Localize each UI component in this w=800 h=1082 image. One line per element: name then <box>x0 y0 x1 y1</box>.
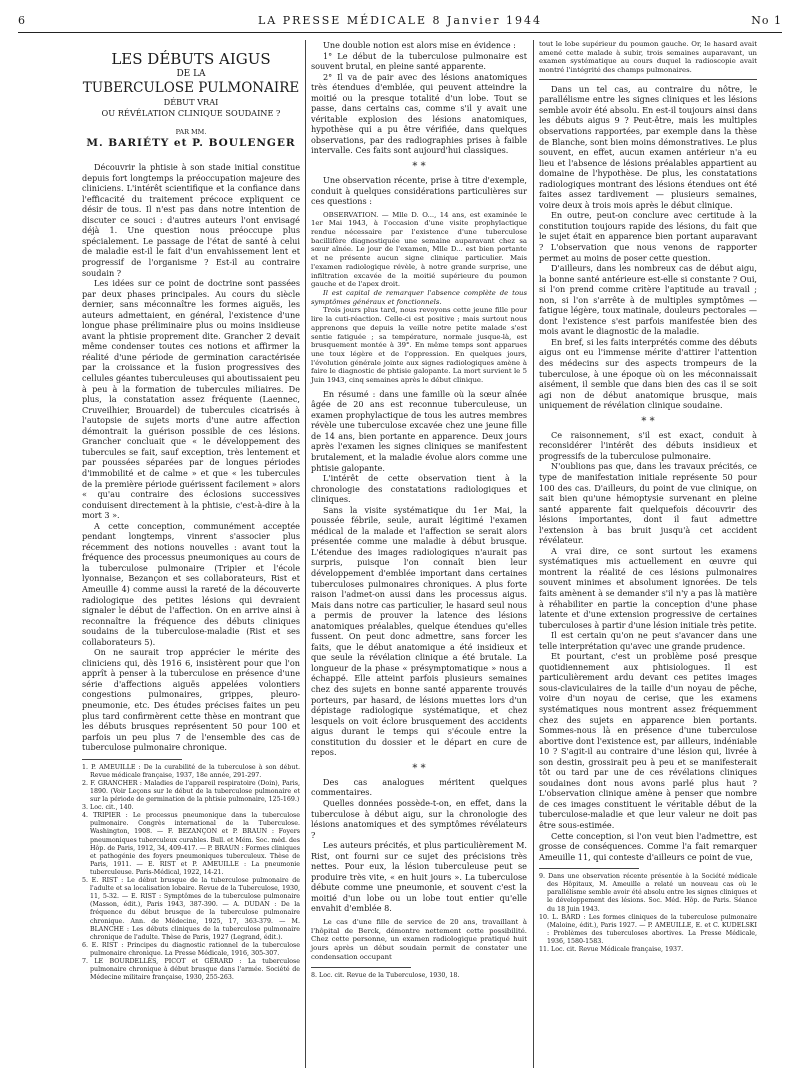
running-header <box>18 14 782 30</box>
paragraph: En bref, si les faits interprétés comme des débuts aigus ont eu l'immense mérite d'attirer l'attention des médecins sur des aspects trompeurs de la tuberculose, à une époque où on les méconnaissait aisément, il semble que dans bien des cas il se soit agi non de début anatomique brusque, mais uniquement de révélation clinique soudaine. <box>539 336 757 411</box>
authors: M. BARIÉTY et P. BOULENGER <box>86 136 296 149</box>
paragraph: Quelles données possède-t-on, en effet, dans la tuberculose à début aigu, sur la chronologie des lésions anatomiques et des symptômes révélateurs ? <box>311 797 527 840</box>
footnote: 7. LE BOURDELLÈS, PICOT et GÉRARD : La tuberculose pulmonaire chronique à début brusque dans l'armée. Société de Médecine militaire française, 1930, 255-263. <box>82 957 300 982</box>
footnote: 10. L. BARD : Les formes cliniques de la tuberculose pulmonaire (Maloine, édit.), Paris 1927. — P. AMEUILLE, E. et C. KUDELSKI : Problèmes des tuberculoses abortives. La Presse Médicale, 1936, 1580-1583. <box>539 913 757 945</box>
observation-text: OBSERVATION. — Mlle D. O..., 14 ans, est examinée le 1er Mai 1943, à l'occasion d'une visite prophylactique rendue nécessaire par l'existence d'une tuberculose bacillifère diagnostiquée une semaine auparavant chez sa sœur aînée. Le jour de l'examen, Mlle D... est bien portante et ne présente aucun signe clinique particulier. Mais l'examen radiologique révèle, à notre grande surprise, une infiltration excavée de la moitié supérieure du poumon gauche et de l'apex droit. <box>311 210 527 289</box>
section-separator: * * <box>412 161 426 173</box>
footnote: 2. F. GRANCHER : Maladies de l'appareil respiratoire (Doin), Paris, 1890. (Voir Leçons sur le début de la tuberculose pulmonaire et sur la période de germination de la phtisie pulmonaire, 125-169.) <box>82 779 300 804</box>
page-number: 6 <box>18 14 27 27</box>
paragraph: Cette conception, si l'on veut bien l'admettre, est grosse de conséquences. Comme l'a fait remarquer Ameuille 11, qui conteste d'ailleurs ce point de vue, <box>539 830 757 862</box>
column-3 <box>539 40 757 954</box>
paragraph: Ce raisonnement, s'il est exact, conduit à reconsidérer l'intérêt des débuts insidieux et progressifs de la tuberculose pulmonaire. <box>539 429 757 461</box>
observation-text: Trois jours plus tard, nous revoyons cette jeune fille pour lire la cuti-réaction. Celle-ci est positive ; mais surtout nous apprenons que depuis la veille notre petite malade s'est sentie fatiguée ; sa température, normale jusque-là, est brusquement montée à 39°. En même temps sont apparues une toux légère et de l'oppression. En quelques jours, l'évolution générale jointe aux signes radiologiques amène à faire le diagnostic de phtisie galopante. La mort survient le 5 Juin 1943, cinq semaines après le début clinique. <box>311 306 527 385</box>
paragraph: Les idées sur ce point de doctrine sont passées par deux phases principales. Au cours du siècle dernier, sans méconnaître les formes aiguës, les auteurs admettaient, en général, l'existence d'une longue phase préliminaire plus ou moins insidieuse avant la phtisie proprement dite. Grancher 2 devait même condenser toutes ces notions et affirmer la réalité d'une période de germination caractérisée par la croissance et la fusion progressives des cellules géantes tuberculeuses qui aboutissaient peu à peu à la formation de tubercules miliaires. De plus, la constatation assez fréquente (Laennec, Cruveilhier, Brouardel) de tubercules cicatrisés à l'autopsie de sujets morts d'une autre affection démontrait la guérison possible de ces lésions. Grancher concluait que « le développement des tubercules se fait, sauf exception, très lentement et par poussées séparées par de longues périodes d'immobilité et de calme » et que « les tubercules de la première période guérissent facilement » alors « qu'au contraire des éclosions successives conduisent directement à la phtisie, c'est-à-dire à la mort 3 ». <box>82 278 300 521</box>
footnote: 5. E. RIST : Le début brusque de la tuberculose pulmonaire de l'adulte et sa localisation lobaire. Revue de la Tuberculose, 1930, 11, 5-32. — E. RIST : Symptômes de la tuberculose pulmonaire (Masson, édit.), Paris 1943, 387-390. — A. DUDAN : De la fréquence du début brusque de la tuberculose pulmonaire chronique. Ann. de Médecine, 1925, 17, 363-379. — M. BLANCHE : Les débuts cliniques de la tuberculose pulmonaire chronique de l'adulte. Thèse de Paris, 1927 (Legrand, édit.). <box>82 877 300 941</box>
paragraph: En outre, peut-on conclure avec certitude à la constitution toujours rapide des lésions, du fait que le sujet était en apparence bien portant auparavant ? L'observation que nous venons de rapporter permet au moins de poser cette question. <box>539 210 757 263</box>
paragraph: 2° Il va de pair avec des lésions anatomiques très étendues d'emblée, qui peuvent atteindre la moitié ou la presque totalité d'un lobe. Tout se passe, dans certains cas, comme s'il y avait une véritable explosion des lésions anatomiques, hypothèse qui a pu être vérifiée, dans quelques observations, par des radiographies prises à faible intervalle. Ces faits sont aujourd'hui classiques. <box>311 71 527 156</box>
journal-title: LA PRESSE MÉDICALE 8 Janvier 1944 <box>257 14 543 27</box>
paragraph: A cette conception, communément acceptée pendant longtemps, vinrent s'associer plus récemment des notions nouvelles : avant tout la fréquence des processus pneumoniques au cours de la tuberculose pulmonaire (Tripier et l'école lyonnaise, Bezançon et ses collaborateurs, Rist et Ameuille 4) comme aussi la rareté de la découverte radiologique des petites lésions qui devraient signaler le début de l'affection. On en arrive ainsi à reconnaître la fréquence des débuts cliniques soudains de la tuberculose-maladie (Rist et ses collaborateurs 5). <box>82 520 300 647</box>
paragraph: Les auteurs précités, et plus particulièrement M. Rist, ont fourni sur ce sujet des précisions très nettes. Pour eux, la lésion tuberculeuse peut se produire très vite, « en huit jours ». La tuberculose débute comme une pneumonie, et souvent c'est la moitié d'un lobe ou un lobe tout entier qu'elle envahit d'emblée 8. <box>311 840 527 914</box>
footnote: 11. Loc. cit. Revue Médicale française, 1937. <box>539 946 684 954</box>
column-divider <box>533 40 534 1068</box>
section-separator: * * <box>412 762 426 774</box>
article-title-block <box>82 50 300 148</box>
title-line-2: DE LA <box>176 69 206 79</box>
column-divider <box>305 40 306 1068</box>
paragraph: Une double notion est alors mise en évidence : <box>323 40 516 50</box>
paragraph: Dans un tel cas, au contraire du nôtre, le parallélisme entre les signes cliniques et les lésions semble avoir été absolu. En est-il toujours ainsi dans les débuts aigus 9 ? Peut-être, mais les multiples observations rapportées, par exemple dans la thèse de Blanche, sont bien moins démonstratives. Le plus souvent, en effet, aucun examen antérieur n'a eu lieu et l'absence de lésions préalables appartient au domaine de l'hypothèse. De plus, les constatations radiologiques montrant des lésions étendues ont été faites assez tardivement — plusieurs semaines, voire deux à trois mois après le début clinique. <box>539 83 757 210</box>
paragraph: D'ailleurs, dans les nombreux cas de début aigu, la bonne santé antérieure est-elle si constante ? Oui, si l'on prend comme critère l'aptitude au travail ; non, si l'on s'arrête à de multiples symptômes — fatigue légère, toux matinale, douleurs pectorales — dont l'existence s'est parfois manifestée bien des mois avant le diagnostic de la maladie. <box>539 263 757 337</box>
paragraph: Une observation récente, prise à titre d'exemple, conduit à quelques considérations particulières sur ces questions : <box>311 175 527 207</box>
separator-rule <box>539 79 757 80</box>
paragraph: 1° Le début de la tuberculose pulmonaire est souvent brutal, en pleine santé apparente. <box>311 50 527 72</box>
observation-block <box>311 211 527 385</box>
paragraph: L'intérêt de cette observation tient à la chronologie des constatations radiologiques et cliniques. <box>311 473 527 505</box>
column-2 <box>311 40 527 981</box>
small-print-paragraph: Le cas d'une fille de service de 20 ans, travaillant à l'hôpital de Berck, démontre nettement cette possibilité. Chez cette personne, un examen radiologique pratiqué huit jours après un début soudain permit de constater une condensation occupant <box>311 917 527 961</box>
column-1 <box>82 40 300 982</box>
section-separator: * * <box>641 415 655 427</box>
footnote-rule <box>311 967 411 968</box>
footnote: 1. P. AMEUILLE : De la curabilité de la tuberculose à son début. Revue médicale française, 1937, 18e année, 291-297. <box>82 763 300 779</box>
small-print-paragraph: tout le lobe supérieur du poumon gauche. Or, le hasard avait amené cette malade à subir, trois semaines auparavant, un examen systématique au cours duquel la radioscopie avait montré l'intégrité des champs pulmonaires. <box>539 40 757 75</box>
paragraph: A vrai dire, ce sont surtout les examens systématiques mis actuellement en œuvre qui montrent la réalité de ces lésions pulmonaires souvent minimes et absolument ignorées. De tels faits amènent à se demander s'il n'y a pas là matière à réhabiliter en partie la conception d'une phase latente et d'une extension progressive de certaines tuberculoses à partir d'une lésion initiale très petite. <box>539 545 757 630</box>
footnote: 9. Dans une observation récente présentée à la Société médicale des Hôpitaux, M. Ameuille a relaté un nouveau cas où le parallélisme semble avoir été absolu entre les signes cliniques et le développement des lésions. Soc. Méd. Hôp. de Paris. Séance du 18 Juin 1943. <box>539 873 757 913</box>
paragraph: Et pourtant, c'est un problème posé presque quotidiennement aux phtisiologues. Il est particulièrement ardu devant ces petites images sous-claviculaires de la taille d'un noyau de pêche, voire d'un noyau de cerise, que les examens systématiques nous montrent assez fréquemment chez des sujets en apparence bien portants. Sommes-nous là en présence d'une tuberculose abortive dont l'existence est, par ailleurs, indéniable 10 ? S'agit-il au contraire d'une lésion qui, livrée à son destin, grossirait peu à peu et se manifesterait tôt ou tard par une de ces révélations cliniques soudaines dont nous avons parlé plus haut ? L'observation clinique amène à penser que nombre de ces images constituent le véritable début de la tuberculose-maladie et que leur valeur ne doit pas être sous-estimée. <box>539 651 757 830</box>
paragraph: Des cas analogues méritent quelques commentaires. <box>311 776 527 798</box>
observation-text: Il est capital de remarquer l'absence complète de tous symptômes généraux et fonctionnels. <box>311 288 527 306</box>
issue-number: No 1 <box>751 14 782 27</box>
footnote: 8. Loc. cit. Revue de la Tuberculose, 1930, 18. <box>311 972 460 980</box>
paragraph: Il est certain qu'on ne peut s'avancer dans une telle interprétation qu'avec une grande prudence. <box>539 630 757 651</box>
subtitle-line-1: DÉBUT VRAI <box>163 97 219 107</box>
paragraph: En résumé : dans une famille où la sœur aînée âgée de 20 ans est reconnue tuberculeuse, un examen prophylactique de tous les autres membres révèle une tuberculose excavée chez une jeune fille de 14 ans, bien portante en apparence. Deux jours après l'examen les signes cliniques se manifestent brutalement, et la maladie évolue alors comme une phtisie galopante. <box>311 388 527 473</box>
paragraph: On ne saurait trop apprécier le mérite des cliniciens qui, dès 1916 6, insistèrent pour que l'on apprît à penser à la tuberculose en présence d'une série d'affections aiguës appelées volontiers congestions pulmonaires, grippes, pleuro-pneumonie, etc. Des études précises faites un peu plus tard confirmèrent cette thèse en montrant que les débuts brusques représentent 50 pour 100 et parfois un peu plus 7 de l'ensemble des cas de tuberculose pulmonaire chronique. <box>82 647 300 753</box>
byline-par: PAR MM. <box>175 128 207 136</box>
footnote: 6. E. RIST : Principes du diagnostic rationnel de la tuberculose pulmonaire chronique. La Presse Médicale, 1916, 305-307. <box>82 941 300 957</box>
title-line-3: TUBERCULOSE PULMONAIRE <box>82 80 300 96</box>
paragraph: N'oublions pas que, dans les travaux précités, ce type de manifestation initiale représente 50 pour 100 des cas. D'ailleurs, du point de vue clinique, on sait bien qu'une hémoptysie survenant en pleine santé apparente fait quelquefois découvrir des lésions importantes, dont il faut admettre l'extension à bas bruit jusqu'à cet accident révélateur. <box>539 461 757 546</box>
title-line-1: LES DÉBUTS AIGUS <box>111 50 271 68</box>
header-rule <box>18 32 782 33</box>
footnote-rule <box>539 868 639 869</box>
footnote: 3. Loc. cit., 140. <box>82 804 134 812</box>
footnote-rule <box>82 759 182 760</box>
paragraph: Découvrir la phtisie à son stade initial constitue depuis fort longtemps la préoccupation majeure des cliniciens. L'intérêt scientifique et la confiance dans l'efficacité du traitement précoce expliquent ce désir de tous. Il n'est pas dans notre intention de discuter ce souci : d'autres auteurs l'ont envisagé déjà 1. Une question nous préoccupe plus spécialement. Le passage de l'état de santé à celui de maladie est-il le fait d'un envahissement lent et progressif de l'organisme ? Est-il au contraire soudain ? <box>82 162 300 278</box>
paragraph: Sans la visite systématique du 1er Mai, la poussée fébrile, seule, aurait légitimé l'examen médical de la malade et l'affection se serait alors présentée comme une maladie à début brusque. L'étendue des images radiologiques n'aurait pas surpris, puisque l'on connaît bien leur développement d'emblée important dans certaines tuberculoses pulmonaires chroniques. A plus forte raison l'admet-on aussi dans les processus aigus. Mais dans notre cas particulier, le hasard seul nous a permis de prouver la latence des lésions anatomiques préalables, quelque étendues qu'elles fussent. On peut donc admettre, sans forcer les faits, que le début anatomique a été insidieux et que seule la révélation clinique a été brutale. La longueur de la phase « présymptomatique » nous a échappé. Elle atteint parfois plusieurs semaines chez des sujets en bonne santé apparente trouvés porteurs, par hasard, de lésions muettes lors d'un dépistage radiologique systématique, et chez lesquels on voit éclore brusquement des accidents aigus durant le temps qui s'écoule entre la constitution du dossier et le départ en cure de repos. <box>311 504 527 758</box>
subtitle-line-2: OU RÉVÉLATION CLINIQUE SOUDAINE ? <box>101 108 281 118</box>
footnote: 4. TRIPIER : Le processus pneumonique dans la tuberculose pulmonaire. Congrès international de la Tuberculose. Washington, 1908. — F. BEZANÇON et P. BRAUN : Foyers pneumoniques tuberculeux curables. Bull. et Mém. Soc. méd. des Hôp. de Paris, 1912, 34, 409-417. — P. BRAUN : Formes cliniques et pathogénie des foyers pneumoniques tuberculeux. Thèse de Paris, 1911. — E. RIST et P. AMEUILLE : La pneumonie tuberculeuse. Paris-Médical, 1922, 14-21. <box>82 812 300 876</box>
